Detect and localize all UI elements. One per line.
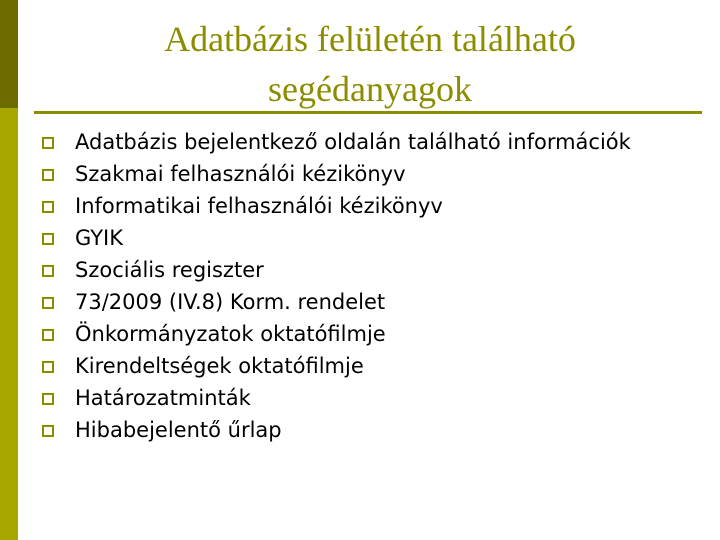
hollow-square-bullet-icon	[42, 201, 54, 213]
side-bar-light	[0, 108, 18, 540]
bullet-text: Önkormányzatok oktatófilmje	[75, 322, 386, 346]
title-divider	[34, 111, 702, 114]
bullet-list	[42, 130, 702, 450]
bullet-item	[42, 226, 702, 250]
bullet-text: Határozatminták	[75, 386, 251, 410]
hollow-square-bullet-icon	[42, 137, 54, 149]
bullet-item	[42, 418, 702, 442]
bullet-text: Adatbázis bejelentkező oldalán található információk	[75, 130, 631, 154]
bullet-item	[42, 258, 702, 282]
slide-title-line-2: segédanyagok	[268, 69, 472, 109]
bullet-text: Szociális regiszter	[75, 258, 264, 282]
slide-title-line-1: Adatbázis felületén található	[164, 19, 576, 59]
bullet-item	[42, 162, 702, 186]
bullet-item	[42, 130, 702, 154]
hollow-square-bullet-icon	[42, 233, 54, 245]
hollow-square-bullet-icon	[42, 361, 54, 373]
hollow-square-bullet-icon	[42, 393, 54, 405]
slide-title	[30, 14, 710, 114]
bullet-item	[42, 322, 702, 346]
bullet-item	[42, 386, 702, 410]
bullet-item	[42, 194, 702, 218]
bullet-text: GYIK	[75, 226, 124, 250]
bullet-text: Kirendeltségek oktatófilmje	[75, 354, 364, 378]
hollow-square-bullet-icon	[42, 425, 54, 437]
bullet-text: 73/2009 (IV.8) Korm. rendelet	[75, 290, 386, 314]
bullet-text: Hibabejelentő űrlap	[75, 418, 282, 442]
hollow-square-bullet-icon	[42, 169, 54, 181]
bullet-item	[42, 290, 702, 314]
bullet-item	[42, 354, 702, 378]
bullet-text: Szakmai felhasználói kézikönyv	[75, 162, 406, 186]
bullet-text: Informatikai felhasználói kézikönyv	[75, 194, 443, 218]
hollow-square-bullet-icon	[42, 265, 54, 277]
hollow-square-bullet-icon	[42, 297, 54, 309]
hollow-square-bullet-icon	[42, 329, 54, 341]
side-bar-dark	[0, 0, 18, 108]
